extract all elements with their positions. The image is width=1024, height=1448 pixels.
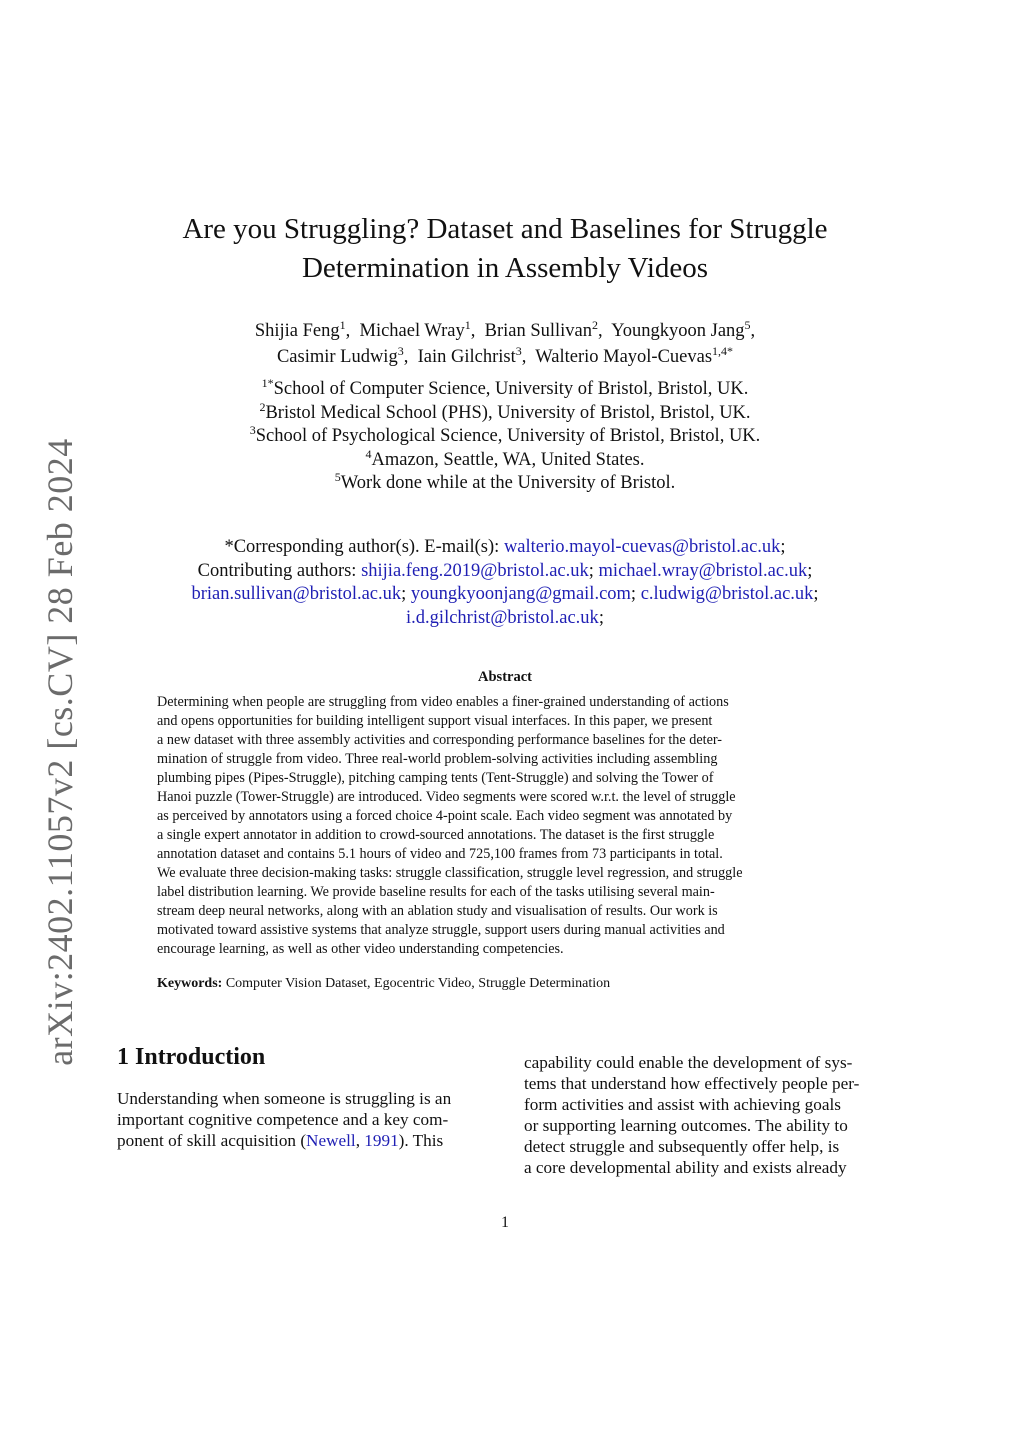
- abstract-line: plumbing pipes (Pipes-Struggle), pitching camping tents (Tent-Struggle) and solving the Tower of: [157, 770, 714, 786]
- contact-info: *Corresponding author(s). E-mail(s): walterio.mayol-cuevas@bristol.ac.uk; Contributing authors: shijia.feng.2019@bristol.ac.uk; michael.wray@bristol.ac.uk; brian.sullivan@bristol.ac.uk; youngkyoonjang@gmail.com; c.ludwig@bristol.ac.uk; i.d.gilchrist@bristol.ac.uk;: [191, 537, 819, 628]
- abstract-line: Hanoi puzzle (Tower-Struggle) are introduced. Video segments were scored w.r.t. the level of struggle: [157, 789, 736, 805]
- abstract-line: stream deep neural networks, along with an ablation study and visualisation of results. Our work is: [157, 903, 718, 919]
- contributing-label: Contributing authors:: [197, 560, 357, 581]
- abstract-heading: Abstract: [478, 669, 532, 685]
- affiliation-list: [150, 375, 860, 496]
- affiliation: $^3$School of Psychological Science, University of Bristol, Bristol, UK.: [249, 422, 761, 446]
- arxiv-stamp: arXiv:2402.11057v2 [cs.CV] 28 Feb 2024: [40, 438, 80, 1066]
- author-name: Brian Sullivan: [484, 321, 593, 341]
- title-line-2: Determination in Assembly Videos: [301, 252, 709, 284]
- abstract-line: annotation dataset and contains 5.1 hours of video and 725,100 frames from 73 participants in total.: [157, 846, 723, 862]
- abstract-line: mination of struggle from video. Three real-world problem-solving activities including assembling: [157, 751, 718, 767]
- abstract-line: motivated toward assistive systems that analyze struggle, support users during manual activities and: [157, 922, 725, 938]
- body-line: Understanding when someone is struggling is an: [117, 1089, 452, 1108]
- body-line: tems that understand how effectively people per-: [524, 1074, 860, 1093]
- citation-year-link[interactable]: 1991: [364, 1131, 399, 1150]
- email-link[interactable]: walterio.mayol-cuevas@bristol.ac.uk: [503, 537, 781, 557]
- body-line: a core developmental ability and exists already: [524, 1158, 847, 1177]
- abstract-line: encourage learning, as well as other video understanding competencies.: [157, 941, 564, 957]
- body-line: form activities and assist with achieving goals: [524, 1095, 841, 1114]
- affiliation: $^4$Amazon, Seattle, WA, United States.: [365, 446, 645, 470]
- author-affil-mark: 5: [744, 317, 751, 332]
- title-line-1: Are you Struggling? Dataset and Baselines for Struggle: [182, 213, 828, 245]
- affiliation: $^{1*}$School of Computer Science, University of Bristol, Bristol, UK.: [261, 375, 749, 399]
- author-name: Walterio Mayol-Cuevas: [535, 347, 713, 367]
- author-name: Youngkyoon Jang: [611, 321, 745, 341]
- body-line: detect struggle and subsequently offer help, is: [524, 1137, 840, 1156]
- affiliation: $^2$Bristol Medical School (PHS), University of Bristol, Bristol, UK.: [259, 399, 751, 423]
- abstract-line: label distribution learning. We provide baseline results for each of the tasks utilising several main-: [157, 884, 715, 900]
- author-name: Iain Gilchrist: [417, 347, 516, 367]
- abstract-line: a single expert annotator in addition to crowd-sourced annotations. The dataset is the first struggle: [157, 827, 715, 843]
- author-name: Shijia Feng: [254, 321, 340, 341]
- body-line: ponent of skill acquisition (Newell, 1991). This: [117, 1131, 444, 1150]
- email-link[interactable]: youngkyoonjang@gmail.com: [410, 584, 631, 604]
- keywords-text: Computer Vision Dataset, Egocentric Video, Struggle Determination: [225, 976, 611, 991]
- email-link[interactable]: i.d.gilchrist@bristol.ac.uk: [406, 607, 599, 628]
- author-name: Casimir Ludwig: [276, 347, 398, 367]
- author-affil-mark: 1: [464, 317, 471, 332]
- affiliation: $^5$Work done while at the University of Bristol.: [334, 469, 676, 493]
- page-number: 1: [501, 1214, 509, 1231]
- author-affil-mark: 3: [397, 343, 404, 358]
- intro-left-column: [117, 1088, 486, 1151]
- author-name: Michael Wray: [359, 321, 465, 341]
- author-list: Shijia Feng$^1$, Michael Wray$^1$, Brian Sullivan$^2$, Youngkyoon Jang$^5$, Casimir Ludwig$^3$, Iain Gilchrist$^3$, Walterio Mayol-Cuevas$^{1,4*}$: [254, 317, 756, 367]
- author-affil-mark: 1,4*: [712, 343, 734, 358]
- abstract-line: We evaluate three decision-making tasks: struggle classification, struggle level regression, and struggle: [157, 865, 743, 881]
- abstract-body: [157, 693, 855, 959]
- abstract-line: and opens opportunities for building intelligent support visual interfaces. In this paper, we present: [157, 713, 713, 729]
- abstract-line: a new dataset with three assembly activities and corresponding performance baselines for the deter-: [157, 732, 723, 748]
- email-link[interactable]: shijia.feng.2019@bristol.ac.uk: [361, 560, 589, 581]
- abstract-line: as perceived by annotators using a forced choice 4-point scale. Each video segment was annotated by: [157, 808, 733, 824]
- body-line: important cognitive competence and a key com-: [117, 1110, 449, 1129]
- author-affil-mark: 3: [515, 343, 522, 358]
- email-link[interactable]: brian.sullivan@bristol.ac.uk: [191, 584, 402, 604]
- body-line: capability could enable the development of sys-: [524, 1053, 853, 1072]
- email-link[interactable]: michael.wray@bristol.ac.uk: [598, 560, 808, 581]
- keywords: [157, 974, 855, 993]
- abstract-line: Determining when people are struggling from video enables a finer-grained understanding of actions: [157, 694, 729, 710]
- author-affil-mark: 2: [592, 317, 599, 332]
- email-link[interactable]: c.ludwig@bristol.ac.uk: [640, 584, 814, 604]
- body-line: or supporting learning outcomes. The ability to: [524, 1116, 848, 1135]
- section-heading-introduction: 1 Introduction: [117, 1044, 266, 1070]
- corresponding-label: *Corresponding author(s). E-mail(s):: [224, 537, 500, 557]
- paper-title: [150, 210, 860, 288]
- author-affil-mark: 1: [339, 317, 346, 332]
- citation-author-link[interactable]: Newell: [306, 1131, 356, 1150]
- intro-right-column: [524, 1052, 896, 1178]
- keywords-label: Keywords:: [157, 976, 223, 991]
